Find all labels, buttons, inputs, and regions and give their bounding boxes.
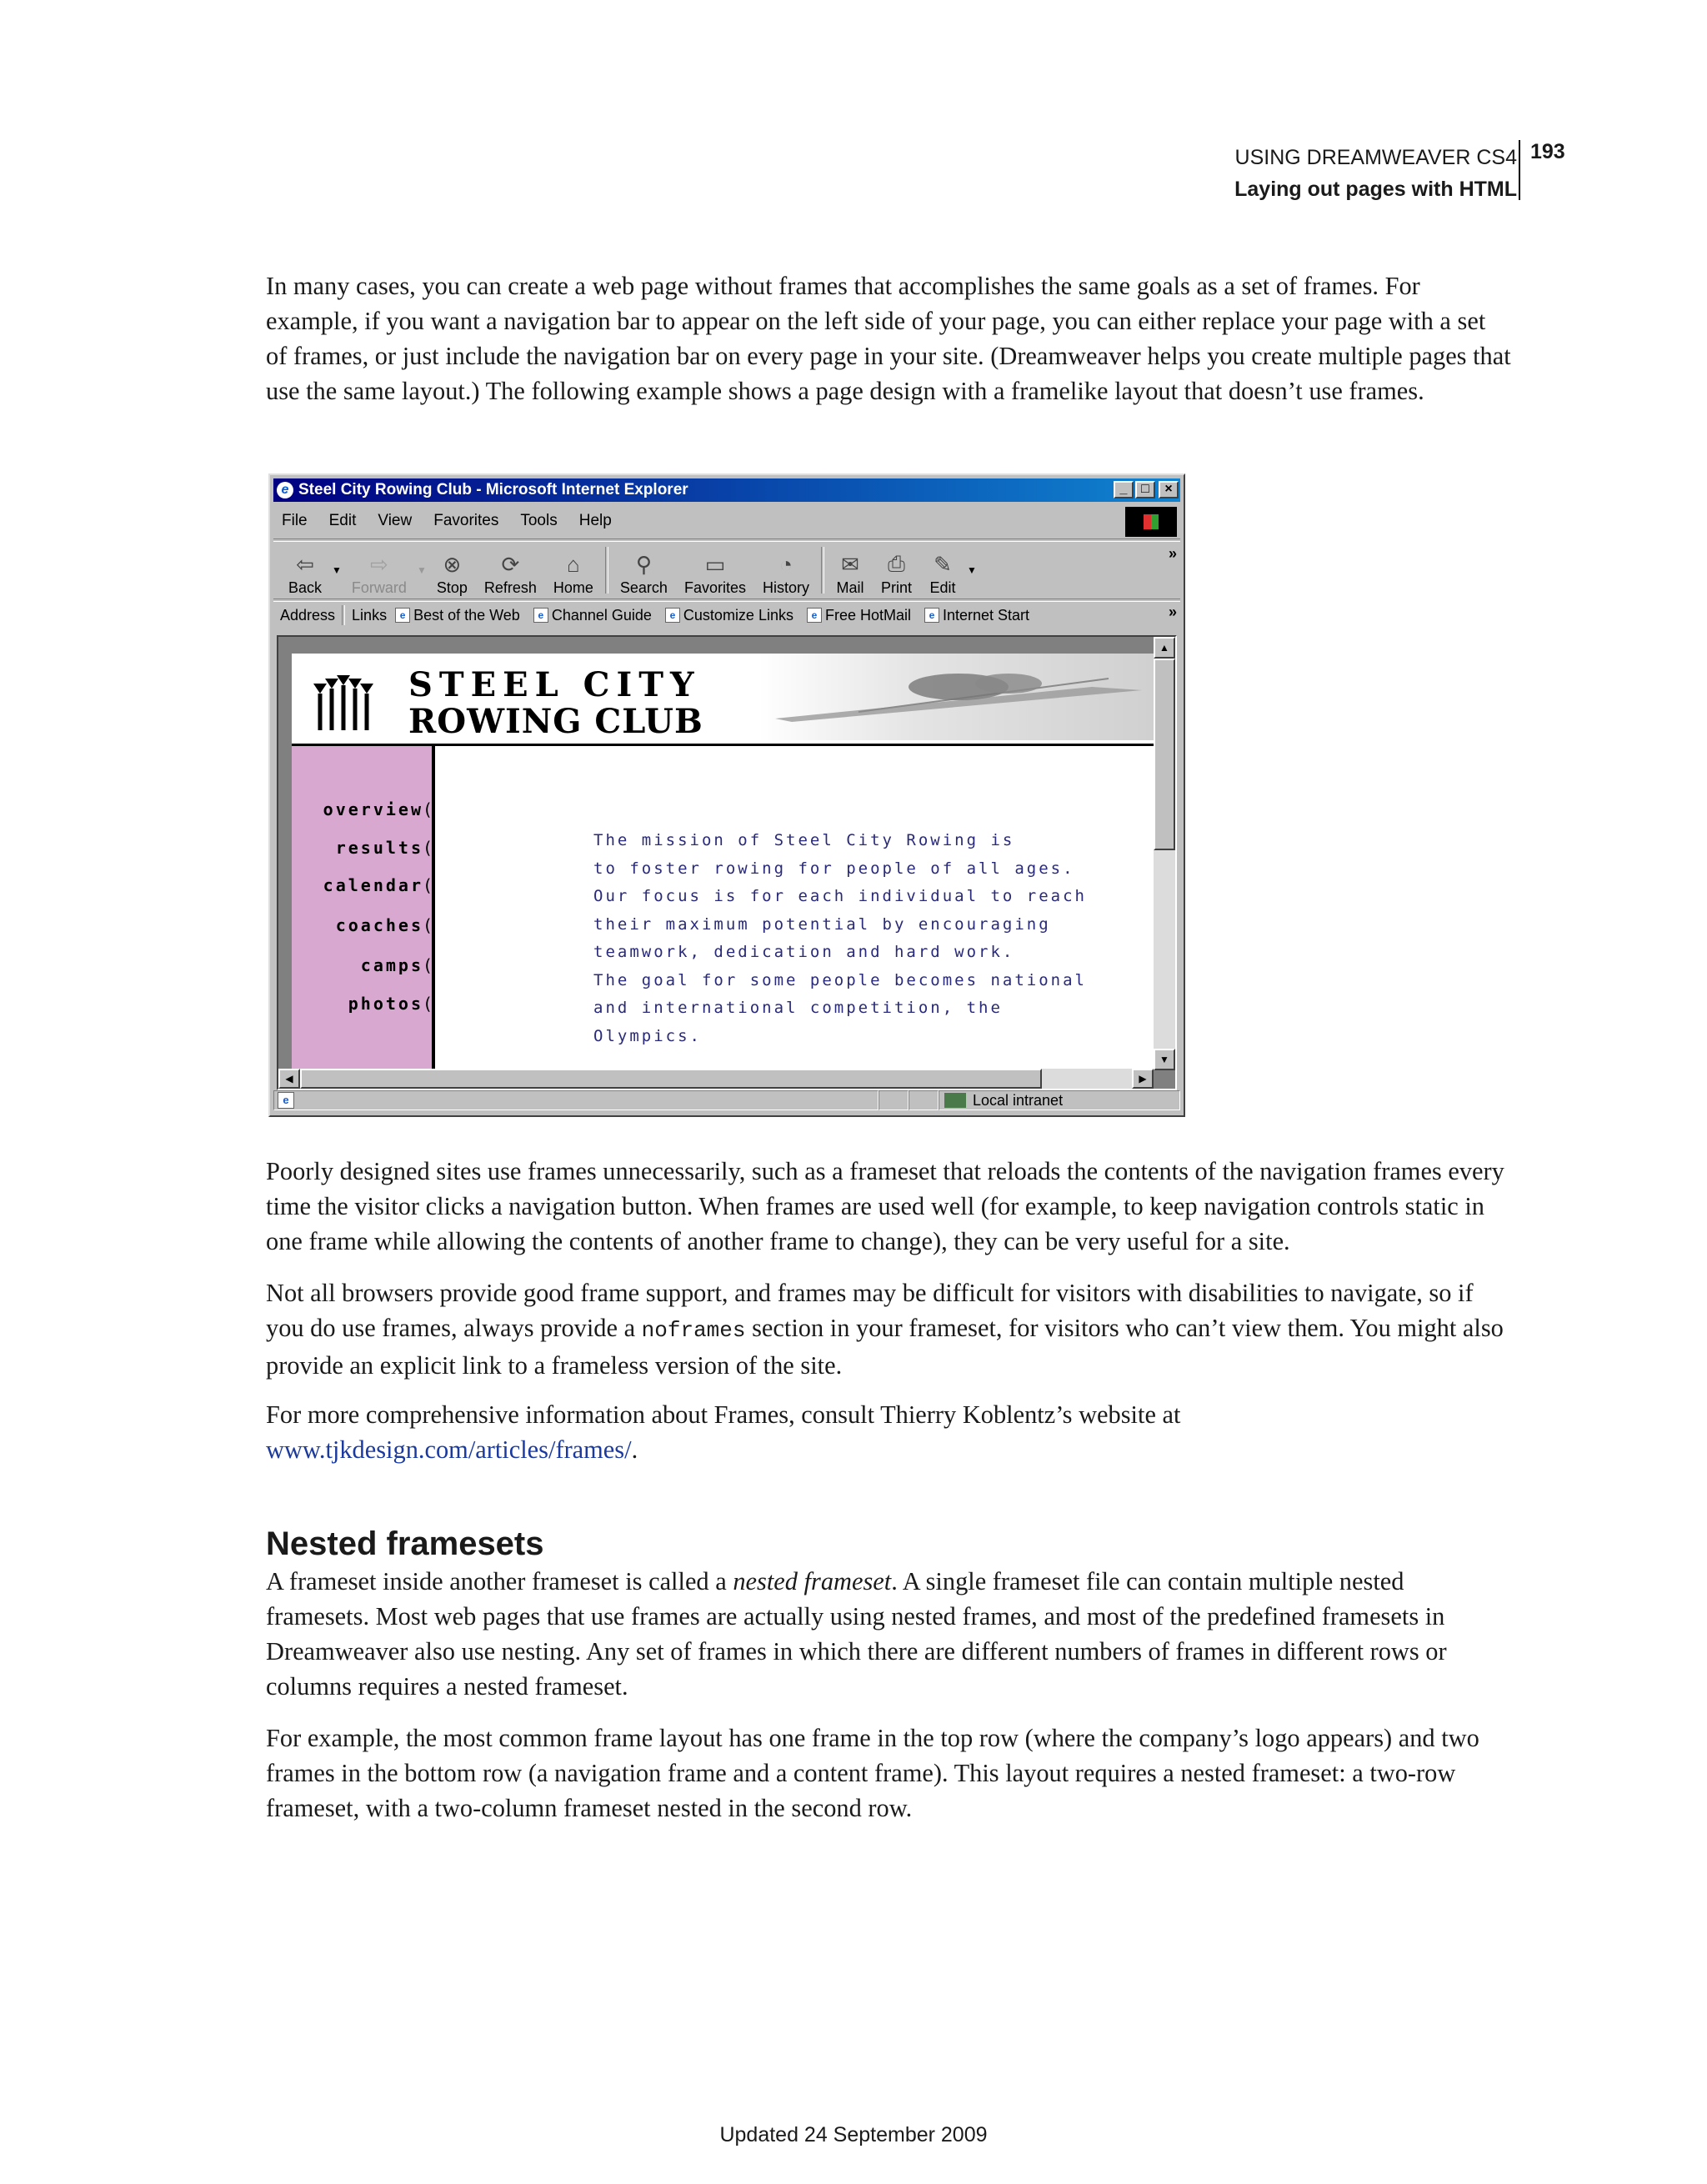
standard-toolbar xyxy=(280,543,979,597)
paragraph-frames-misuse: Poorly designed sites use frames unnecessarily, such as a frameset that reloads the contents of the navigation frames every time the visitor clicks a navigation button. When frames are used well (for example, to keep navigation controls static in one frame while allowing the contents of another frame to change), they can be very useful for a site. xyxy=(266,1157,1504,1255)
links-overflow-chevron-icon[interactable]: » xyxy=(1168,604,1177,620)
ie-icon: e xyxy=(277,482,293,498)
site-nav-sidebar xyxy=(292,746,435,1070)
scroll-down-icon[interactable]: ▼ xyxy=(1154,1049,1175,1070)
paragraph-noframes: Not all browsers provide good frame support, and frames may be difficult for visitors with disabilities to navigate, so if you do use frames, always provide a noframes section in your frameset, for visitors who can’t view them. You might also provide an explicit link to a frameless version of the site. xyxy=(266,1279,1504,1380)
paragraph-nested-framesets: A frameset inside another frameset is called a nested frameset. A single frameset file can contain multiple nested framesets. Most web pages that use frames are actually using nested frames, and most of the predefined framesets in Dreamweaver also use nesting. Any set of frames in which there are different numbers of frames in different rows or columns requires a nested frameset. xyxy=(266,1567,1447,1701)
favorites-button[interactable]: ▭ Favorites xyxy=(683,551,746,596)
search-icon: ⚲ xyxy=(635,551,652,577)
forward-dropdown-icon[interactable]: ▼ xyxy=(416,564,427,576)
intranet-zone-icon xyxy=(944,1093,966,1108)
tjkdesign-link[interactable]: www.tjkdesign.com/articles/frames/ xyxy=(266,1435,632,1464)
link-free-hotmail[interactable]: e Free HotMail xyxy=(807,607,911,624)
page-footer: Updated 24 September 2009 xyxy=(719,2123,988,2146)
menu-file[interactable]: File xyxy=(282,512,308,529)
home-button[interactable]: ⌂ Home xyxy=(553,551,593,596)
window-title: Steel City Rowing Club - Microsoft Internet Explorer xyxy=(298,481,688,498)
edit-dropdown-icon[interactable]: ▼ xyxy=(967,564,977,576)
menu-view[interactable]: View xyxy=(378,512,413,529)
stop-button[interactable]: ⊗ Stop xyxy=(436,551,468,596)
ie-page-icon: e xyxy=(924,608,939,623)
intro-paragraph: In many cases, you can create a web page without frames that accomplishes the same goals as a set of frames. For example, if you want a navigation bar to appear on the left side of your page, you can either replace your page with a set of frames, or just include the navigation bar on every page in your site. (Dreamweaver helps you create multiple pages that use the same layout.) The following example shows a page design with a framelike layout that doesn’t use frames. xyxy=(266,272,1511,405)
rowing-photo xyxy=(758,654,1154,740)
scroll-up-icon[interactable]: ▲ xyxy=(1154,637,1175,659)
site-banner xyxy=(292,654,1154,746)
toolbar-divider xyxy=(605,547,608,594)
home-icon: ⌂ xyxy=(567,551,580,577)
address-links-bar xyxy=(280,604,1043,627)
page-viewport xyxy=(277,635,1177,1090)
page-number: 193 xyxy=(1530,140,1565,163)
toolbar-divider xyxy=(821,547,824,594)
minimize-icon[interactable]: _ xyxy=(1114,481,1134,498)
favorites-folder-icon: ▭ xyxy=(704,551,726,577)
search-button[interactable]: ⚲ Search xyxy=(619,551,668,596)
section-title: Laying out pages with HTML xyxy=(1234,178,1517,201)
close-icon[interactable]: × xyxy=(1159,481,1179,498)
mail-icon: ✉ xyxy=(841,551,859,577)
links-label[interactable]: Links xyxy=(352,606,388,624)
browser-window xyxy=(268,473,1185,1117)
oars-logo-icon xyxy=(312,669,382,732)
link-internet-start[interactable]: e Internet Start xyxy=(924,607,1029,624)
status-zone: Local intranet xyxy=(939,1090,1180,1110)
back-button[interactable]: ⇦ Back xyxy=(288,551,323,596)
status-page-icon: e xyxy=(273,1090,879,1110)
back-arrow-icon: ⇦ xyxy=(296,551,314,577)
paragraph-common-layout: For example, the most common frame layout has one frame in the top row (where the company’s logo appears) and two frames in the bottom row (a navigation frame and a content frame). This layout requires a nested frameset: a two-row frameset, with a two-column frameset nested in the second row. xyxy=(266,1724,1479,1822)
ie-page-icon: e xyxy=(665,608,680,623)
scroll-right-icon[interactable]: ▶ xyxy=(1132,1069,1154,1089)
vertical-scroll-thumb[interactable] xyxy=(1154,659,1175,850)
scroll-left-icon[interactable]: ◀ xyxy=(278,1069,300,1089)
menu-tools[interactable]: Tools xyxy=(520,512,558,529)
forward-arrow-icon: ⇨ xyxy=(370,551,388,577)
windows-logo-icon xyxy=(1125,507,1177,537)
menu-help[interactable]: Help xyxy=(578,512,612,529)
toolbar-overflow-chevron-icon[interactable]: » xyxy=(1168,545,1177,562)
address-separator xyxy=(273,599,1180,602)
ie-page-icon: e xyxy=(395,608,410,623)
horizontal-scroll-thumb[interactable] xyxy=(300,1069,1042,1089)
printer-icon: ⎙ xyxy=(888,551,905,576)
link-customize-links[interactable]: e Customize Links xyxy=(665,607,793,624)
site-logo-line1: STEEL CITY xyxy=(408,665,701,704)
forward-button[interactable]: ⇨ Forward xyxy=(351,551,407,596)
site-page xyxy=(292,654,1154,1070)
nav-overview[interactable]: overview ( xyxy=(323,799,423,819)
address-label[interactable]: Address xyxy=(280,606,336,624)
edit-page-icon: ✎ xyxy=(934,551,952,577)
title-bar xyxy=(273,478,1180,502)
edit-button[interactable]: ✎ Edit xyxy=(929,551,956,596)
history-icon: ◔ xyxy=(779,551,793,577)
section-heading: Nested framesets xyxy=(266,1525,544,1562)
link-best-of-web[interactable]: e Best of the Web xyxy=(395,607,520,624)
maximize-icon[interactable]: □ xyxy=(1135,481,1155,498)
back-dropdown-icon[interactable]: ▼ xyxy=(332,564,342,576)
toolbar-separator xyxy=(273,538,1180,542)
header-divider xyxy=(1519,140,1520,200)
nav-calendar[interactable]: calendar ( xyxy=(323,875,423,895)
vertical-scrollbar[interactable] xyxy=(1154,637,1175,1070)
nav-camps[interactable]: camps ( xyxy=(361,955,423,975)
noframes-code: noframes xyxy=(641,1318,746,1343)
history-button[interactable]: ◔ History xyxy=(762,551,809,596)
book-title: USING DREAMWEAVER CS4 xyxy=(1234,146,1517,169)
menu-favorites[interactable]: Favorites xyxy=(433,512,499,529)
ie-page-icon: e xyxy=(533,608,548,623)
stop-icon: ⊗ xyxy=(443,551,462,577)
nav-photos[interactable]: photos ( xyxy=(348,994,423,1014)
refresh-button[interactable]: ⟳ Refresh xyxy=(483,551,537,596)
mail-button[interactable]: ✉ Mail xyxy=(836,551,864,596)
menu-bar xyxy=(282,508,612,533)
running-header xyxy=(1234,142,1517,205)
nav-results[interactable]: results ( xyxy=(336,838,423,858)
status-bar xyxy=(273,1090,1180,1112)
mission-statement: The mission of Steel City Rowing is to foster rowing for people of all ages. Our focus is for each individual to reach their maximum potential by encouraging teamwork, dedication and hard work. The goal for some people becomes national and international competition, the Olympics. xyxy=(593,831,1087,1045)
link-channel-guide[interactable]: e Channel Guide xyxy=(533,607,652,624)
paragraph-more-info: For more comprehensive information about Frames, consult Thierry Koblentz’s website at www.tjkdesign.com/articles/frames/. xyxy=(266,1400,1181,1464)
rowing-boat-image xyxy=(758,654,1154,740)
menu-edit[interactable]: Edit xyxy=(328,512,357,529)
print-button[interactable]: ⎙ Print xyxy=(881,551,913,596)
horizontal-scrollbar[interactable] xyxy=(278,1069,1154,1089)
nav-coaches[interactable]: coaches ( xyxy=(336,915,423,935)
ie-page-icon: e xyxy=(807,608,822,623)
site-logo-line2: ROWING CLUB xyxy=(408,702,703,741)
refresh-icon: ⟳ xyxy=(501,551,520,577)
